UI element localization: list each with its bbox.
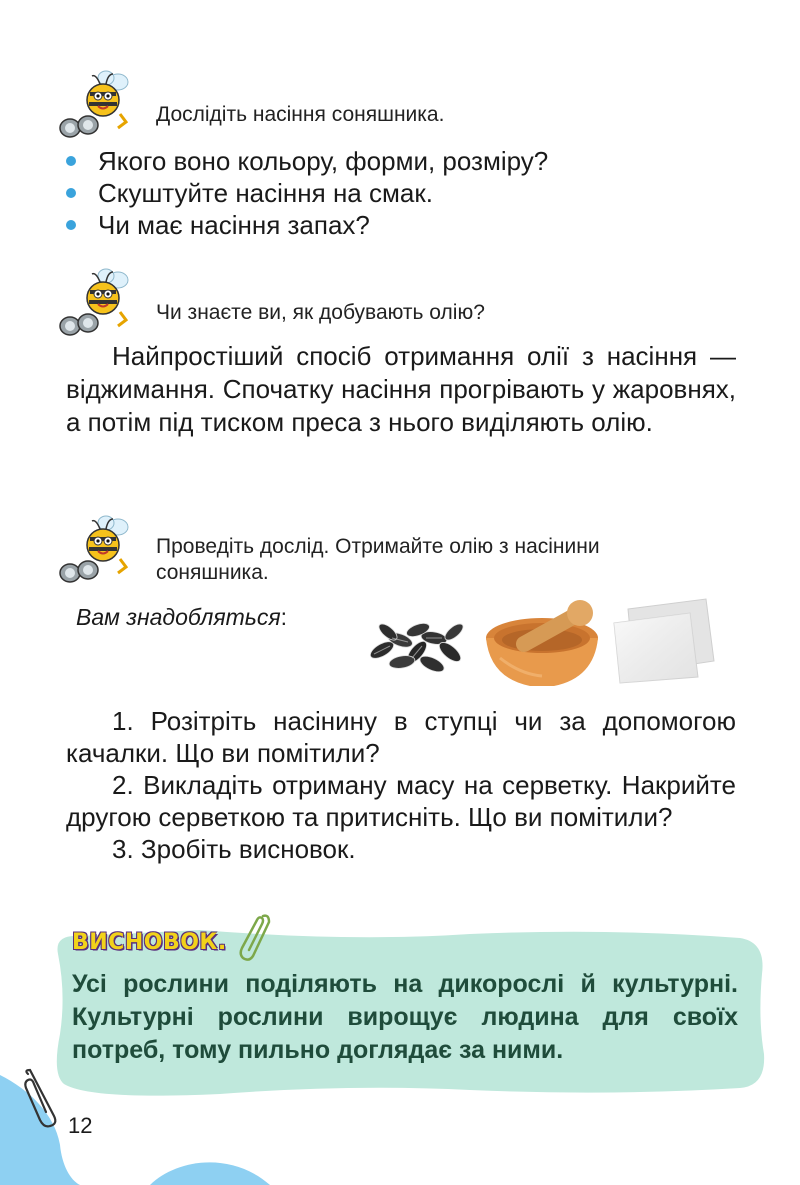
paperclip-icon	[233, 912, 275, 964]
list-item: 1. Розітріть насінину в ступці чи за допомогою качалки. Що ви помітили?	[66, 706, 736, 768]
list-item: Якого воно кольору, форми, розміру?	[66, 145, 548, 177]
mortar-and-pestle-image	[480, 600, 605, 690]
conclusion-text: Усі рослини поділяють на дикорослі й культурні. Культурні рослини вирощує людина для своїх потреб, тому пильно доглядає за ними.	[72, 970, 738, 1064]
conclusion-label: ВИСНОВОК.	[72, 930, 227, 955]
list-item: Чи має насіння запах?	[66, 209, 548, 241]
bee-with-binoculars-icon	[58, 515, 138, 585]
bullet-dot-icon	[66, 156, 76, 166]
bullet-dot-icon	[66, 188, 76, 198]
napkins-image	[610, 595, 720, 685]
task2-paragraph: Найпростіший спосіб отримання олії з насіння — віджимання. Спочатку насіння прогрівають у жаровнях, а потім під тиском преса з нього виділяють олію.	[66, 341, 736, 437]
page-number: 12	[68, 1113, 93, 1138]
task2-title: Чи знаєте ви, як добувають олію?	[156, 301, 485, 324]
materials-label: Вам знадобляться:	[76, 604, 288, 630]
task1-title: Дослідіть насіння соняшника.	[156, 103, 445, 126]
sunflower-seeds-image	[362, 610, 472, 680]
list-item: 3. Зробіть висновок.	[112, 834, 356, 864]
list-item: Скуштуйте насіння на смак.	[66, 177, 548, 209]
bee-with-binoculars-icon	[58, 70, 138, 140]
bullet-dot-icon	[66, 220, 76, 230]
paperclip-icon	[22, 1068, 62, 1130]
task3-title: Проведіть дослід. Отримайте олію з насінини соняшника.	[156, 535, 600, 584]
task3-steps	[66, 705, 736, 865]
bee-with-binoculars-icon	[58, 268, 138, 338]
task1-bullet-list	[66, 145, 548, 241]
list-item: 2. Викладіть отриману масу на серветку. Накрийте другою серветкою та притисніть. Що ви помітили?	[66, 770, 736, 832]
